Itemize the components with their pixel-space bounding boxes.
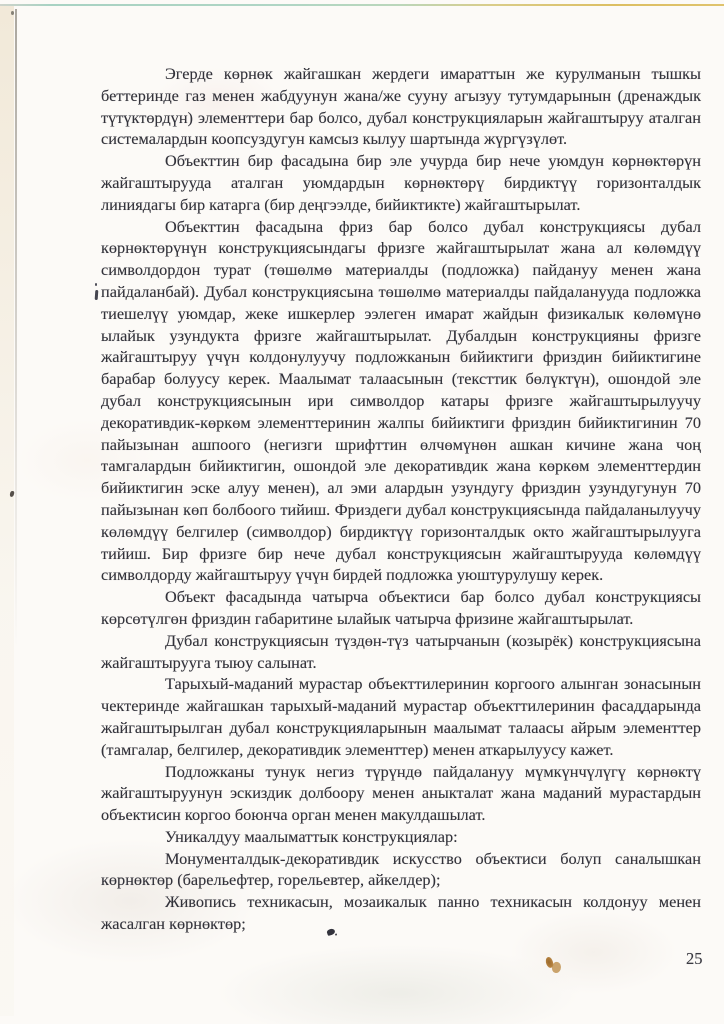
ink-mark — [326, 928, 335, 936]
scan-speck — [11, 11, 14, 15]
paragraph: Объект фасадында чатырча объектиси бар болсо дубал конструкциясы көрсөтүлгөн фриздин габаритине ылайык чатырча фризине жайгаштырылат. — [101, 587, 701, 628]
paragraph: Эгерде көрнөк жайгашкан жердеги имараттын же курулманын тышкы беттеринде газ менен жабдуунун жана/же сууну агызуу тутумдарынын (дренаждык түтүктөрдүн) элементтери бар болсо, дубал конструкцияларын жайгаштыруу аталган системалардын коопсуздугун камсыз кылуу шартында жүргүзүлөт. — [101, 64, 701, 149]
scan-top-edge-line — [0, 4, 724, 6]
paragraph: Уникалдуу маалыматтык конструкциялар: — [165, 826, 458, 846]
stain — [544, 957, 562, 975]
paragraph: Дубал конструкциясын түздөн-түз чатырчанын (козырёк) конструкциясына жайгаштырууга тыюу салынат. — [101, 630, 701, 672]
paragraph: Монументалдык-декоративдик искусство объектиси болуп саналышкан көрнөктөр (барельефтер, горельевтер, айкелдер); — [101, 848, 701, 890]
document-text — [101, 63, 701, 935]
ink-mark — [94, 283, 98, 301]
page-number: 25 — [686, 949, 703, 968]
paragraph: Живопись техникасын, мозаикалык панно техникасын колдонуу менен жасалган көрнөктөр; — [101, 892, 701, 934]
page-edge-line — [15, 9, 17, 649]
page-edge-strip — [0, 6, 14, 1016]
paragraph: Тарыхый-маданий мурастар объекттилеринин коргоого алынган зонасынын чектеринде жайгашкан тарыхый-маданий мурастар объекттилеринин фасаддарында жайгаштырылган дубал конструкцияларынын маалымат талаасы айрым элементтер (тамгалар, белгилер, декоративдик элементтер) менен аткарылуусу кажет. — [101, 674, 701, 759]
paragraph: Объекттин бир фасадына бир эле учурда бир нече уюмдун көрнөктөрүн жайгаштырууда аталган уюмдардын көрнөктөрү бирдиктүү горизонталдык линиядагы бир катарга (бир деңгээлде, бийиктикте) жайгаштырылат. — [101, 151, 701, 214]
paragraph: Объекттин фасадына фриз бар болсо дубал конструкциясы дубал көрнөктөрүнүн конструкциясындагы фризге жайгаштырылат жана ал көлөмдүү символдордон турат (төшөлмө материалды (подложка) пайдануу менен жана пайдаланбай). Дубал конструкциясына төшөлмө материалды пайдаланууда подложка тиешелүү уюмдар, жеке ишкерлер ээлеген имарат жайдын физикалык көлөмүнө ылайык узундукта фризге жайгаштырылат. Дубалдын конструкцияны фризге жайгаштыруу үчүн колдонулуучу подложканын бийиктиги фриздин бийиктигине барабар болуусу керек. Маалымат талаасынын (тексттик бөлүктүн), ошондой эле дубал конструкциясынын ири символдор катары фризге жайгаштырылуучу декоративдик-көркөм элементтеринин жалпы бийиктиги фриздин бийиктигинин 70 пайызынан ашпоого (негизги шрифттин өлчөмүнөн ашкан кичине жана чоң тамгалардын бийиктигин, ошондой эле декоративдик жана көркөм элементтердин бийиктигин эске алуу менен), ал эми алардын узундугу фриздин узундугунун 70 пайызынан көп болбоого тийиш. Фриздеги дубал конструкциясында пайдаланылуучу көлөмдүү белгилер (символдор) бирдиктүү горизонталдык окто жайгаштырылууга тийиш. Бир фризге бир нече дубал конструкциясын жайгаштырууда көлөмдүү символдорду жайгаштыруу үчүн бирдей подложка уюштурулушу керек. — [101, 216, 701, 585]
paragraph: Подложканы тунук негиз түрүндө пайдалануу мүмкүнчүлүгү көрнөктү жайгаштыруунун эскиздик долбоору менен аныкталат жана маданий мурастардын объектисин коргоо боюнча орган менен макулдашылат. — [101, 761, 701, 825]
